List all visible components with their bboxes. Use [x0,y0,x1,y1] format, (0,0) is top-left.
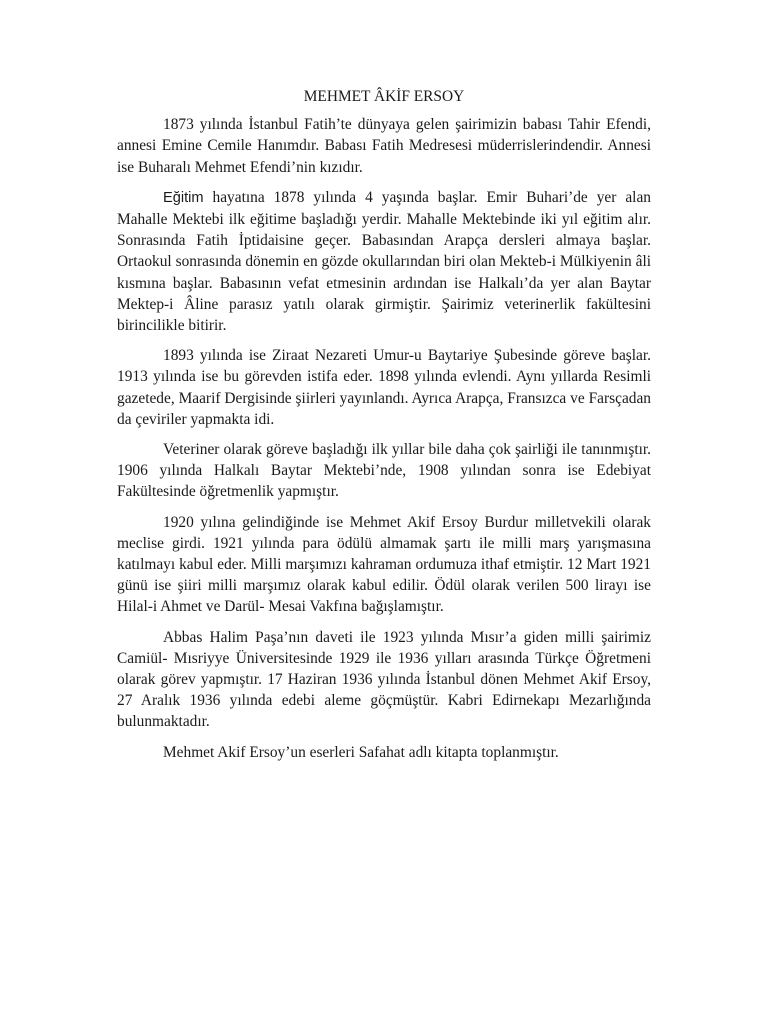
paragraph-text: hayatına 1878 yılında 4 yaşında başlar. Emir Buhari’de yer alan Mahalle Mektebi ilk eğitime başladığı yerdir. Mahalle Mektebinde iki yıl eğitim alır. Sonrasında Fatih İptidaisine geçer. Babasından Arapça dersleri almaya başlar. Ortaokul sonrasında dönemin en gözde okullarından biri olan Mekteb-i Mülkiyenin âli kısmına başlar. Babasının vefat etmesinin ardından ise Halkalı’da yer alan Baytar Mektep-i Âline parasız yatılı olarak girmiştir. Şairimiz veterinerlik fakültesini birincilikle bitirir. [117,188,651,335]
document-page [117,86,651,763]
paragraph-text: 1873 yılında İstanbul Fatih’te dünyaya gelen şairimizin babası Tahir Efendi, annesi Emine Cemile Hanımdır. Babası Fatih Medresesi müderrislerindendir. Annesi ise Buharalı Mehmet Efendi’nin kızıdır. [117,116,651,176]
paragraph-lead-word: Eğitim [163,189,204,206]
paragraph-text: 1893 yılında ise Ziraat Nezareti Umur-u Baytariye Şubesinde göreve başlar. 1913 yılında ise bu görevden istifa eder. 1898 yılında evlendi. Aynı yıllarda Resimli gazetede, Maarif Dergisinde şiirleri yayınlandı. Ayrıca Arapça, Fransızca ve Farsçadan da çeviriler yapmakta idi. [117,347,651,428]
paragraph-national-anthem [117,512,651,618]
paragraph-education [117,187,651,336]
paragraph-veterinary [117,439,651,503]
document-title: MEHMET ÂKİF ERSOY [303,88,465,105]
paragraph-career [117,345,651,430]
paragraph-text: 1920 yılına gelindiğinde ise Mehmet Akif Ersoy Burdur milletvekili olarak meclise girdi. 1921 yılında para ödülü almamak şartı ile milli marş yarışmasına katılmayı kabul eder. Milli marşımızı kahraman ordumuza ithaf etmiştir. 12 Mart 1921 günü ise şiiri milli marşımız olarak kabul edilir. Ödül olarak verilen 500 lirayı ise Hilal-i Ahmet ve Darül- Mesai Vakfına bağışlamıştır. [117,513,651,616]
paragraph-text: Mehmet Akif Ersoy’un eserleri Safahat adlı kitapta toplanmıştır. [163,743,559,761]
paragraph-egypt [117,627,651,733]
paragraph-birth [117,114,651,178]
paragraph-works [117,742,651,763]
paragraph-text: Veteriner olarak göreve başladığı ilk yıllar bile daha çok şairliği ile tanınmıştır. 1906 yılında Halkalı Baytar Mektebi’nde, 1908 yılından sonra ise Edebiyat Fakültesinde öğretmenlik yapmıştır. [117,441,651,501]
paragraph-text: Abbas Halim Paşa’nın daveti ile 1923 yılında Mısır’a giden milli şairimiz Camiül- Mısriyye Üniversitesinde 1929 ile 1936 yılları arasında Türkçe Öğretmeni olarak görev yapmıştır. 17 Haziran 1936 yılında İstanbul dönen Mehmet Akif Ersoy, 27 Aralık 1936 yılında edebi aleme göçmüştür. Kabri Edirnekapı Mezarlığında bulunmaktadır. [117,628,651,731]
